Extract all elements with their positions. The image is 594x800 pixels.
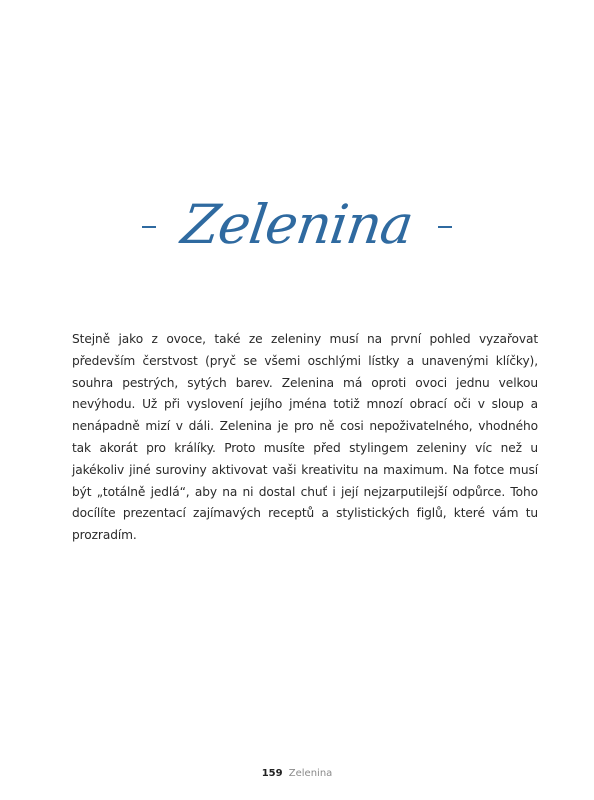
- page-footer: [0, 767, 594, 781]
- body-paragraph: Stejně jako z ovoce, také ze zeleniny musí na první pohled vyzařovat především čerstvost (pryč se všemi oschlými lístky a unavenými klíčky), souhra pestrých, sytých barev. Zelenina má oproti ovoci jednu velkou nevýhodu. Už při vyslovení jejího jména totiž mnozí obrací oči v sloup a nenápadně mizí v dáli. Zelenina je pro ně cosi nepoživatelného, vhodného tak akorát pro králíky. Proto musíte před stylingem zeleniny víc než u jakékoliv jiné suroviny aktivovat vaši kreativitu na maximum. Na fotce musí být „totálně jedlá“, aby na ni dostal chuť i její nejzarputilejší odpůrce. Toho docílíte prezentací zajímavých receptů a stylistických figlů, které vám tu prozradím.: [72, 332, 538, 543]
- page-number: 159: [261, 768, 283, 779]
- right-dash-ornament: [438, 226, 452, 228]
- footer-section-name: Zelenina: [288, 768, 333, 779]
- chapter-title: Zelenina: [177, 193, 417, 256]
- chapter-heading: [0, 185, 594, 265]
